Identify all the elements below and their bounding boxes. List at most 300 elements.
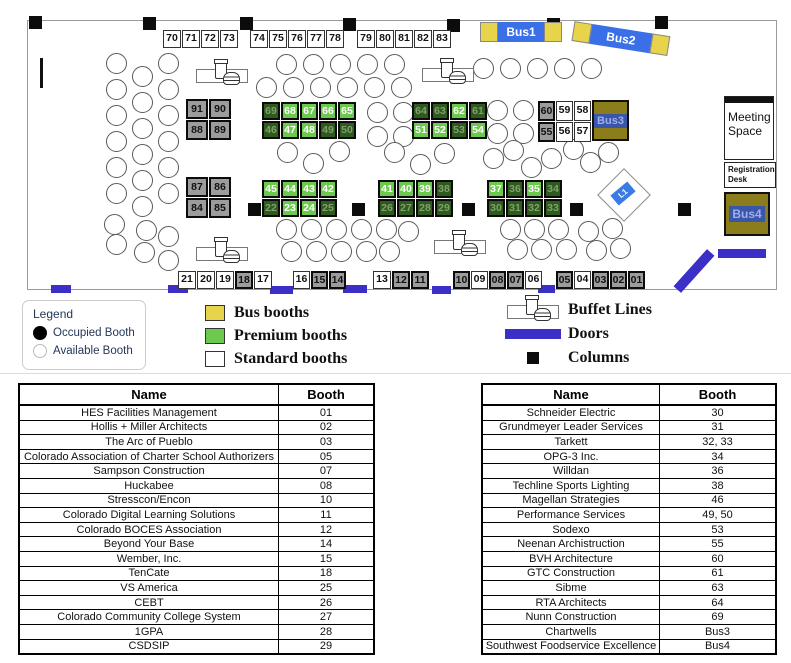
- wall-marker: [40, 58, 43, 88]
- exhibitor-booth: 36: [660, 464, 777, 479]
- meeting-space-label: Meeting Space: [728, 110, 771, 138]
- booth-group-block-58: [538, 101, 592, 143]
- booth-53[interactable]: 53: [450, 121, 468, 139]
- booth-33[interactable]: 33: [544, 199, 562, 217]
- round-table: [367, 126, 388, 147]
- column-header-name: Name: [19, 384, 279, 405]
- legend-box: [22, 300, 146, 370]
- booth-type-legend: [205, 301, 347, 370]
- booth-25[interactable]: 25: [319, 199, 337, 217]
- exhibitor-row: [482, 420, 776, 435]
- round-table: [303, 54, 324, 75]
- exhibitor-row: [19, 420, 374, 435]
- exhibitor-row: [19, 595, 374, 610]
- exhibitor-name: Wember, Inc.: [19, 551, 279, 566]
- exhibitor-booth: 63: [660, 581, 777, 596]
- booth-66[interactable]: 66: [319, 102, 337, 120]
- booth-09[interactable]: 09: [471, 271, 488, 289]
- booth-35[interactable]: 35: [525, 180, 543, 198]
- round-table: [500, 219, 521, 240]
- round-table: [301, 219, 322, 240]
- column-marker: [352, 203, 365, 216]
- exhibitor-row: [482, 537, 776, 552]
- booth-81[interactable]: 81: [395, 30, 413, 48]
- round-table: [158, 53, 179, 74]
- available-booth-icon: [33, 344, 47, 358]
- exhibitor-booth: 01: [279, 405, 375, 420]
- booth-37[interactable]: 37: [487, 180, 505, 198]
- occupied-booth-icon: [33, 326, 47, 340]
- booth-77[interactable]: 77: [307, 30, 325, 48]
- round-table: [393, 102, 414, 123]
- booth-75[interactable]: 75: [269, 30, 287, 48]
- meeting-space: [724, 96, 774, 160]
- round-table: [521, 157, 542, 178]
- legend-columns: [498, 346, 652, 370]
- round-table: [434, 143, 455, 164]
- booth-12[interactable]: 12: [392, 271, 410, 289]
- buffet-lines-icon: [434, 232, 486, 259]
- bus1-label: Bus1: [498, 22, 544, 42]
- booth-90[interactable]: 90: [209, 99, 231, 119]
- booth-21[interactable]: 21: [178, 271, 196, 289]
- premium-booths-label: Premium booths: [234, 326, 348, 344]
- legend-buffet-lines: [498, 298, 652, 322]
- round-table: [410, 154, 431, 175]
- booth-07[interactable]: 07: [507, 271, 524, 289]
- buffet-lines-icon: [507, 297, 559, 324]
- columns-label: Columns: [568, 349, 630, 366]
- section-divider: [0, 373, 791, 374]
- exhibitor-name: 1GPA: [19, 624, 279, 639]
- booth-60[interactable]: 60: [538, 101, 555, 121]
- exhibitor-name: Colorado Digital Learning Solutions: [19, 508, 279, 523]
- exhibitor-name: Southwest Foodservice Excellence: [482, 639, 660, 654]
- round-table: [158, 183, 179, 204]
- booth-20[interactable]: 20: [197, 271, 215, 289]
- exhibitor-row: [482, 435, 776, 450]
- booth-group-block-61: [412, 102, 488, 140]
- occupied-booth-label: Occupied Booth: [53, 327, 135, 339]
- booth-16[interactable]: 16: [293, 271, 310, 289]
- exhibitor-booth: Bus4: [660, 639, 777, 654]
- exhibitor-booth: 03: [279, 435, 375, 450]
- booth-91[interactable]: 91: [186, 99, 208, 119]
- bus1-area[interactable]: [480, 22, 562, 42]
- exhibitor-name: Grundmeyer Leader Services: [482, 420, 660, 435]
- booth-19[interactable]: 19: [216, 271, 234, 289]
- booth-26[interactable]: 26: [378, 199, 396, 217]
- exhibitor-name: Colorado BOCES Association: [19, 522, 279, 537]
- booth-22[interactable]: 22: [262, 199, 280, 217]
- round-table: [136, 220, 157, 241]
- booth-23[interactable]: 23: [281, 199, 299, 217]
- symbol-legend: [498, 298, 652, 370]
- booth-28[interactable]: 28: [416, 199, 434, 217]
- round-table: [364, 77, 385, 98]
- round-table: [330, 54, 351, 75]
- booth-29[interactable]: 29: [435, 199, 453, 217]
- booth-86[interactable]: 86: [209, 177, 231, 197]
- exhibitor-booth: 02: [279, 420, 375, 435]
- exhibitor-name: GTC Construction: [482, 566, 660, 581]
- booth-15[interactable]: 15: [311, 271, 328, 289]
- booth-39[interactable]: 39: [416, 180, 434, 198]
- booth-62[interactable]: 62: [450, 102, 468, 120]
- column-marker: [143, 17, 156, 30]
- exhibitor-name: Colorado Association of Charter School Authorizers: [19, 449, 279, 464]
- round-table: [106, 234, 127, 255]
- exhibitor-row: [19, 522, 374, 537]
- booth-group-top-b: [250, 30, 345, 49]
- booth-52[interactable]: 52: [431, 121, 449, 139]
- exhibitor-row: [482, 464, 776, 479]
- round-table: [106, 79, 127, 100]
- round-table: [487, 123, 508, 144]
- exhibitor-booth: 46: [660, 493, 777, 508]
- booth-67[interactable]: 67: [300, 102, 318, 120]
- exhibitor-row: [19, 610, 374, 625]
- exhibitor-booth: 26: [279, 595, 375, 610]
- registration-desk: Registration Desk: [724, 162, 776, 188]
- round-table: [473, 58, 494, 79]
- booth-group-block-34: [487, 180, 563, 218]
- exhibitor-name: The Arc of Pueblo: [19, 435, 279, 450]
- booth-88[interactable]: 88: [186, 120, 208, 140]
- exhibitor-row: [482, 478, 776, 493]
- booth-01[interactable]: 01: [628, 271, 645, 289]
- booth-41[interactable]: 41: [378, 180, 396, 198]
- booth-74[interactable]: 74: [250, 30, 268, 48]
- booth-group-bot-c: [373, 271, 430, 290]
- exhibitor-booth: 34: [660, 449, 777, 464]
- exhibitor-row: [482, 449, 776, 464]
- booth-10[interactable]: 10: [453, 271, 470, 289]
- round-table: [602, 218, 623, 239]
- standard-booths-swatch: [205, 351, 225, 367]
- legend-occupied-item: [33, 326, 145, 340]
- booth-38[interactable]: 38: [435, 180, 453, 198]
- round-table: [610, 238, 631, 259]
- booth-87[interactable]: 87: [186, 177, 208, 197]
- exhibitor-booth: 32, 33: [660, 435, 777, 450]
- booth-11[interactable]: 11: [411, 271, 429, 289]
- booth-08[interactable]: 08: [489, 271, 506, 289]
- round-table: [384, 54, 405, 75]
- doors-label: Doors: [568, 325, 609, 342]
- exhibitor-name: Tarkett: [482, 435, 660, 450]
- exhibitor-booth: 07: [279, 464, 375, 479]
- exhibitor-name: CEBT: [19, 595, 279, 610]
- exhibitor-name: Colorado Community College System: [19, 610, 279, 625]
- round-table: [106, 183, 127, 204]
- booth-68[interactable]: 68: [281, 102, 299, 120]
- booth-group-bot-a: [178, 271, 273, 290]
- booth-17[interactable]: 17: [254, 271, 272, 289]
- exhibitor-booth: 53: [660, 522, 777, 537]
- exhibitor-name: Sibme: [482, 581, 660, 596]
- round-table: [500, 58, 521, 79]
- booth-50[interactable]: 50: [338, 121, 356, 139]
- exhibitor-booth: 28: [279, 624, 375, 639]
- booth-47[interactable]: 47: [281, 121, 299, 139]
- exhibitor-name: Schneider Electric: [482, 405, 660, 420]
- round-table: [158, 131, 179, 152]
- round-table: [281, 241, 302, 262]
- booth-05[interactable]: 05: [556, 271, 573, 289]
- round-table: [379, 241, 400, 262]
- booth-56[interactable]: 56: [556, 122, 573, 142]
- booth-78[interactable]: 78: [326, 30, 344, 48]
- bus2-yellow-cap: [649, 33, 670, 56]
- round-table: [276, 54, 297, 75]
- exhibitor-table-left: [18, 383, 375, 655]
- buffet-lines-icon: [196, 61, 248, 88]
- exhibitor-booth: 11: [279, 508, 375, 523]
- booth-83[interactable]: 83: [433, 30, 451, 48]
- exhibitor-row: [482, 508, 776, 523]
- round-table: [367, 102, 388, 123]
- column-marker: [248, 203, 261, 216]
- exhibitor-name: Performance Services: [482, 508, 660, 523]
- round-table: [306, 241, 327, 262]
- exhibitor-row: [482, 522, 776, 537]
- exhibitor-row: [19, 566, 374, 581]
- round-table: [132, 92, 153, 113]
- exhibitor-name: Stresscon/Encon: [19, 493, 279, 508]
- booth-59[interactable]: 59: [556, 101, 573, 121]
- column-header-name: Name: [482, 384, 660, 405]
- round-table: [158, 250, 179, 271]
- booth-group-block-65: [262, 102, 357, 140]
- exhibitor-row: [482, 639, 776, 654]
- booth-18[interactable]: 18: [235, 271, 253, 289]
- exhibitor-booth: 38: [660, 478, 777, 493]
- booth-57[interactable]: 57: [574, 122, 591, 142]
- bus1-yellow-cap: [480, 22, 498, 42]
- booth-76[interactable]: 76: [288, 30, 306, 48]
- exhibitor-booth: 64: [660, 595, 777, 610]
- legend-bus-booths: [205, 301, 347, 324]
- round-table: [276, 219, 297, 240]
- buffet-lines-icon: [498, 297, 568, 324]
- booth-63[interactable]: 63: [431, 102, 449, 120]
- round-table: [357, 54, 378, 75]
- legend-premium-booths: [205, 324, 347, 347]
- exhibitor-name: Sodexo: [482, 522, 660, 537]
- booth-70[interactable]: 70: [163, 30, 181, 48]
- bus-booths-swatch: [205, 305, 225, 321]
- booth-34[interactable]: 34: [544, 180, 562, 198]
- booth-group-top-a: [163, 30, 239, 49]
- columns-icon: [498, 352, 568, 364]
- booth-58[interactable]: 58: [574, 101, 591, 121]
- exhibitor-booth: 05: [279, 449, 375, 464]
- round-table: [548, 219, 569, 240]
- round-table: [158, 79, 179, 100]
- bus3-label: Bus3: [594, 114, 627, 128]
- column-header-booth: Booth: [660, 384, 777, 405]
- buffet-lines-label: Buffet Lines: [568, 301, 652, 318]
- exhibitor-name: Sampson Construction: [19, 464, 279, 479]
- exhibitor-booth: 08: [279, 478, 375, 493]
- booth-31[interactable]: 31: [506, 199, 524, 217]
- round-table: [598, 142, 619, 163]
- exhibitor-booth: 25: [279, 581, 375, 596]
- exhibitor-booth: 49, 50: [660, 508, 777, 523]
- booth-72[interactable]: 72: [201, 30, 219, 48]
- round-table: [578, 221, 599, 242]
- round-table: [487, 100, 508, 121]
- booth-80[interactable]: 80: [376, 30, 394, 48]
- booth-06[interactable]: 06: [525, 271, 542, 289]
- round-table: [106, 105, 127, 126]
- booth-43[interactable]: 43: [300, 180, 318, 198]
- round-table: [326, 219, 347, 240]
- exhibitor-row: [19, 464, 374, 479]
- round-table: [531, 239, 552, 260]
- exhibitor-row: [482, 566, 776, 581]
- bus2-label: Bus2: [589, 24, 652, 53]
- round-table: [329, 141, 350, 162]
- door: [51, 285, 71, 293]
- exhibitor-name: CSDSIP: [19, 639, 279, 654]
- exhibitor-row: [482, 610, 776, 625]
- exhibitor-row: [19, 493, 374, 508]
- exhibitor-row: [482, 581, 776, 596]
- legend-doors: [498, 322, 652, 346]
- booth-79[interactable]: 79: [357, 30, 375, 48]
- exhibitor-name: TenCate: [19, 566, 279, 581]
- exhibitor-row: [19, 435, 374, 450]
- exhibitor-name: VS America: [19, 581, 279, 596]
- booth-48[interactable]: 48: [300, 121, 318, 139]
- round-table: [581, 58, 602, 79]
- round-table: [384, 142, 405, 163]
- booth-02[interactable]: 02: [610, 271, 627, 289]
- booth-84[interactable]: 84: [186, 198, 208, 218]
- booth-55[interactable]: 55: [538, 122, 555, 142]
- booth-73[interactable]: 73: [220, 30, 238, 48]
- exhibitor-booth: 15: [279, 551, 375, 566]
- exhibitor-booth: 12: [279, 522, 375, 537]
- booth-42[interactable]: 42: [319, 180, 337, 198]
- booth-64[interactable]: 64: [412, 102, 430, 120]
- booth-65[interactable]: 65: [338, 102, 356, 120]
- exhibitor-row: [482, 624, 776, 639]
- available-booth-label: Available Booth: [53, 345, 133, 357]
- doors-icon: [498, 329, 568, 339]
- booth-group-bot-e: [556, 271, 646, 290]
- booth-49[interactable]: 49: [319, 121, 337, 139]
- bus3-area[interactable]: [592, 100, 629, 141]
- premium-booths-swatch: [205, 328, 225, 344]
- exhibitor-name: RTA Architects: [482, 595, 660, 610]
- column-marker: [570, 203, 583, 216]
- round-table: [283, 77, 304, 98]
- elevator-l1-label: L1: [610, 181, 635, 205]
- bus4-area[interactable]: [724, 192, 770, 236]
- round-table: [134, 242, 155, 263]
- booth-24[interactable]: 24: [300, 199, 318, 217]
- exhibitor-row: [19, 581, 374, 596]
- bus-booths-label: Bus booths: [234, 303, 310, 321]
- door: [718, 249, 766, 258]
- exhibitor-row: [19, 449, 374, 464]
- exhibitor-row: [19, 551, 374, 566]
- exhibitor-row: [482, 405, 776, 420]
- round-table: [106, 157, 127, 178]
- booth-36[interactable]: 36: [506, 180, 524, 198]
- exhibitor-name: Chartwells: [482, 624, 660, 639]
- booth-27[interactable]: 27: [397, 199, 415, 217]
- booth-71[interactable]: 71: [182, 30, 200, 48]
- booth-03[interactable]: 03: [592, 271, 609, 289]
- booth-44[interactable]: 44: [281, 180, 299, 198]
- booth-14[interactable]: 14: [329, 271, 346, 289]
- exhibitor-row: [19, 537, 374, 552]
- column-header-booth: Booth: [279, 384, 375, 405]
- exhibitor-table-right: [481, 383, 777, 655]
- booth-46[interactable]: 46: [262, 121, 280, 139]
- exhibitor-name: Neenan Archistruction: [482, 537, 660, 552]
- exhibitor-name: Willdan: [482, 464, 660, 479]
- booth-30[interactable]: 30: [487, 199, 505, 217]
- booth-40[interactable]: 40: [397, 180, 415, 198]
- exhibitor-booth: Bus3: [660, 624, 777, 639]
- round-table: [158, 157, 179, 178]
- buffet-lines-icon: [196, 239, 248, 266]
- round-table: [398, 221, 419, 242]
- exhibitor-row: [19, 624, 374, 639]
- column-marker: [29, 16, 42, 29]
- exhibitor-booth: 31: [660, 420, 777, 435]
- exhibitor-booth: 29: [279, 639, 375, 654]
- round-table: [104, 214, 125, 235]
- exhibitor-name: Techline Sports Lighting: [482, 478, 660, 493]
- round-table: [158, 105, 179, 126]
- exhibitor-booth: 60: [660, 551, 777, 566]
- booth-69[interactable]: 69: [262, 102, 280, 120]
- exhibitor-row: [482, 551, 776, 566]
- booth-54[interactable]: 54: [469, 121, 487, 139]
- exhibitor-booth: 30: [660, 405, 777, 420]
- booth-89[interactable]: 89: [209, 120, 231, 140]
- column-marker: [462, 203, 475, 216]
- round-table: [331, 241, 352, 262]
- exhibitor-booth: 55: [660, 537, 777, 552]
- column-marker: [240, 17, 253, 30]
- exhibitor-booth: 14: [279, 537, 375, 552]
- booth-32[interactable]: 32: [525, 199, 543, 217]
- exhibitor-name: Hollis + Miller Architects: [19, 420, 279, 435]
- booth-51[interactable]: 51: [412, 121, 430, 139]
- exhibitor-row: [482, 493, 776, 508]
- booth-04[interactable]: 04: [574, 271, 591, 289]
- exhibitor-name: OPG-3 Inc.: [482, 449, 660, 464]
- booth-45[interactable]: 45: [262, 180, 280, 198]
- booth-13[interactable]: 13: [373, 271, 391, 289]
- exhibitor-name: HES Facilities Management: [19, 405, 279, 420]
- round-table: [541, 148, 562, 169]
- buffet-lines-icon: [422, 60, 474, 87]
- exhibitor-name: Beyond Your Base: [19, 537, 279, 552]
- booth-82[interactable]: 82: [414, 30, 432, 48]
- door: [432, 286, 451, 294]
- booth-group-bot-d: [453, 271, 543, 290]
- booth-61[interactable]: 61: [469, 102, 487, 120]
- booth-85[interactable]: 85: [209, 198, 231, 218]
